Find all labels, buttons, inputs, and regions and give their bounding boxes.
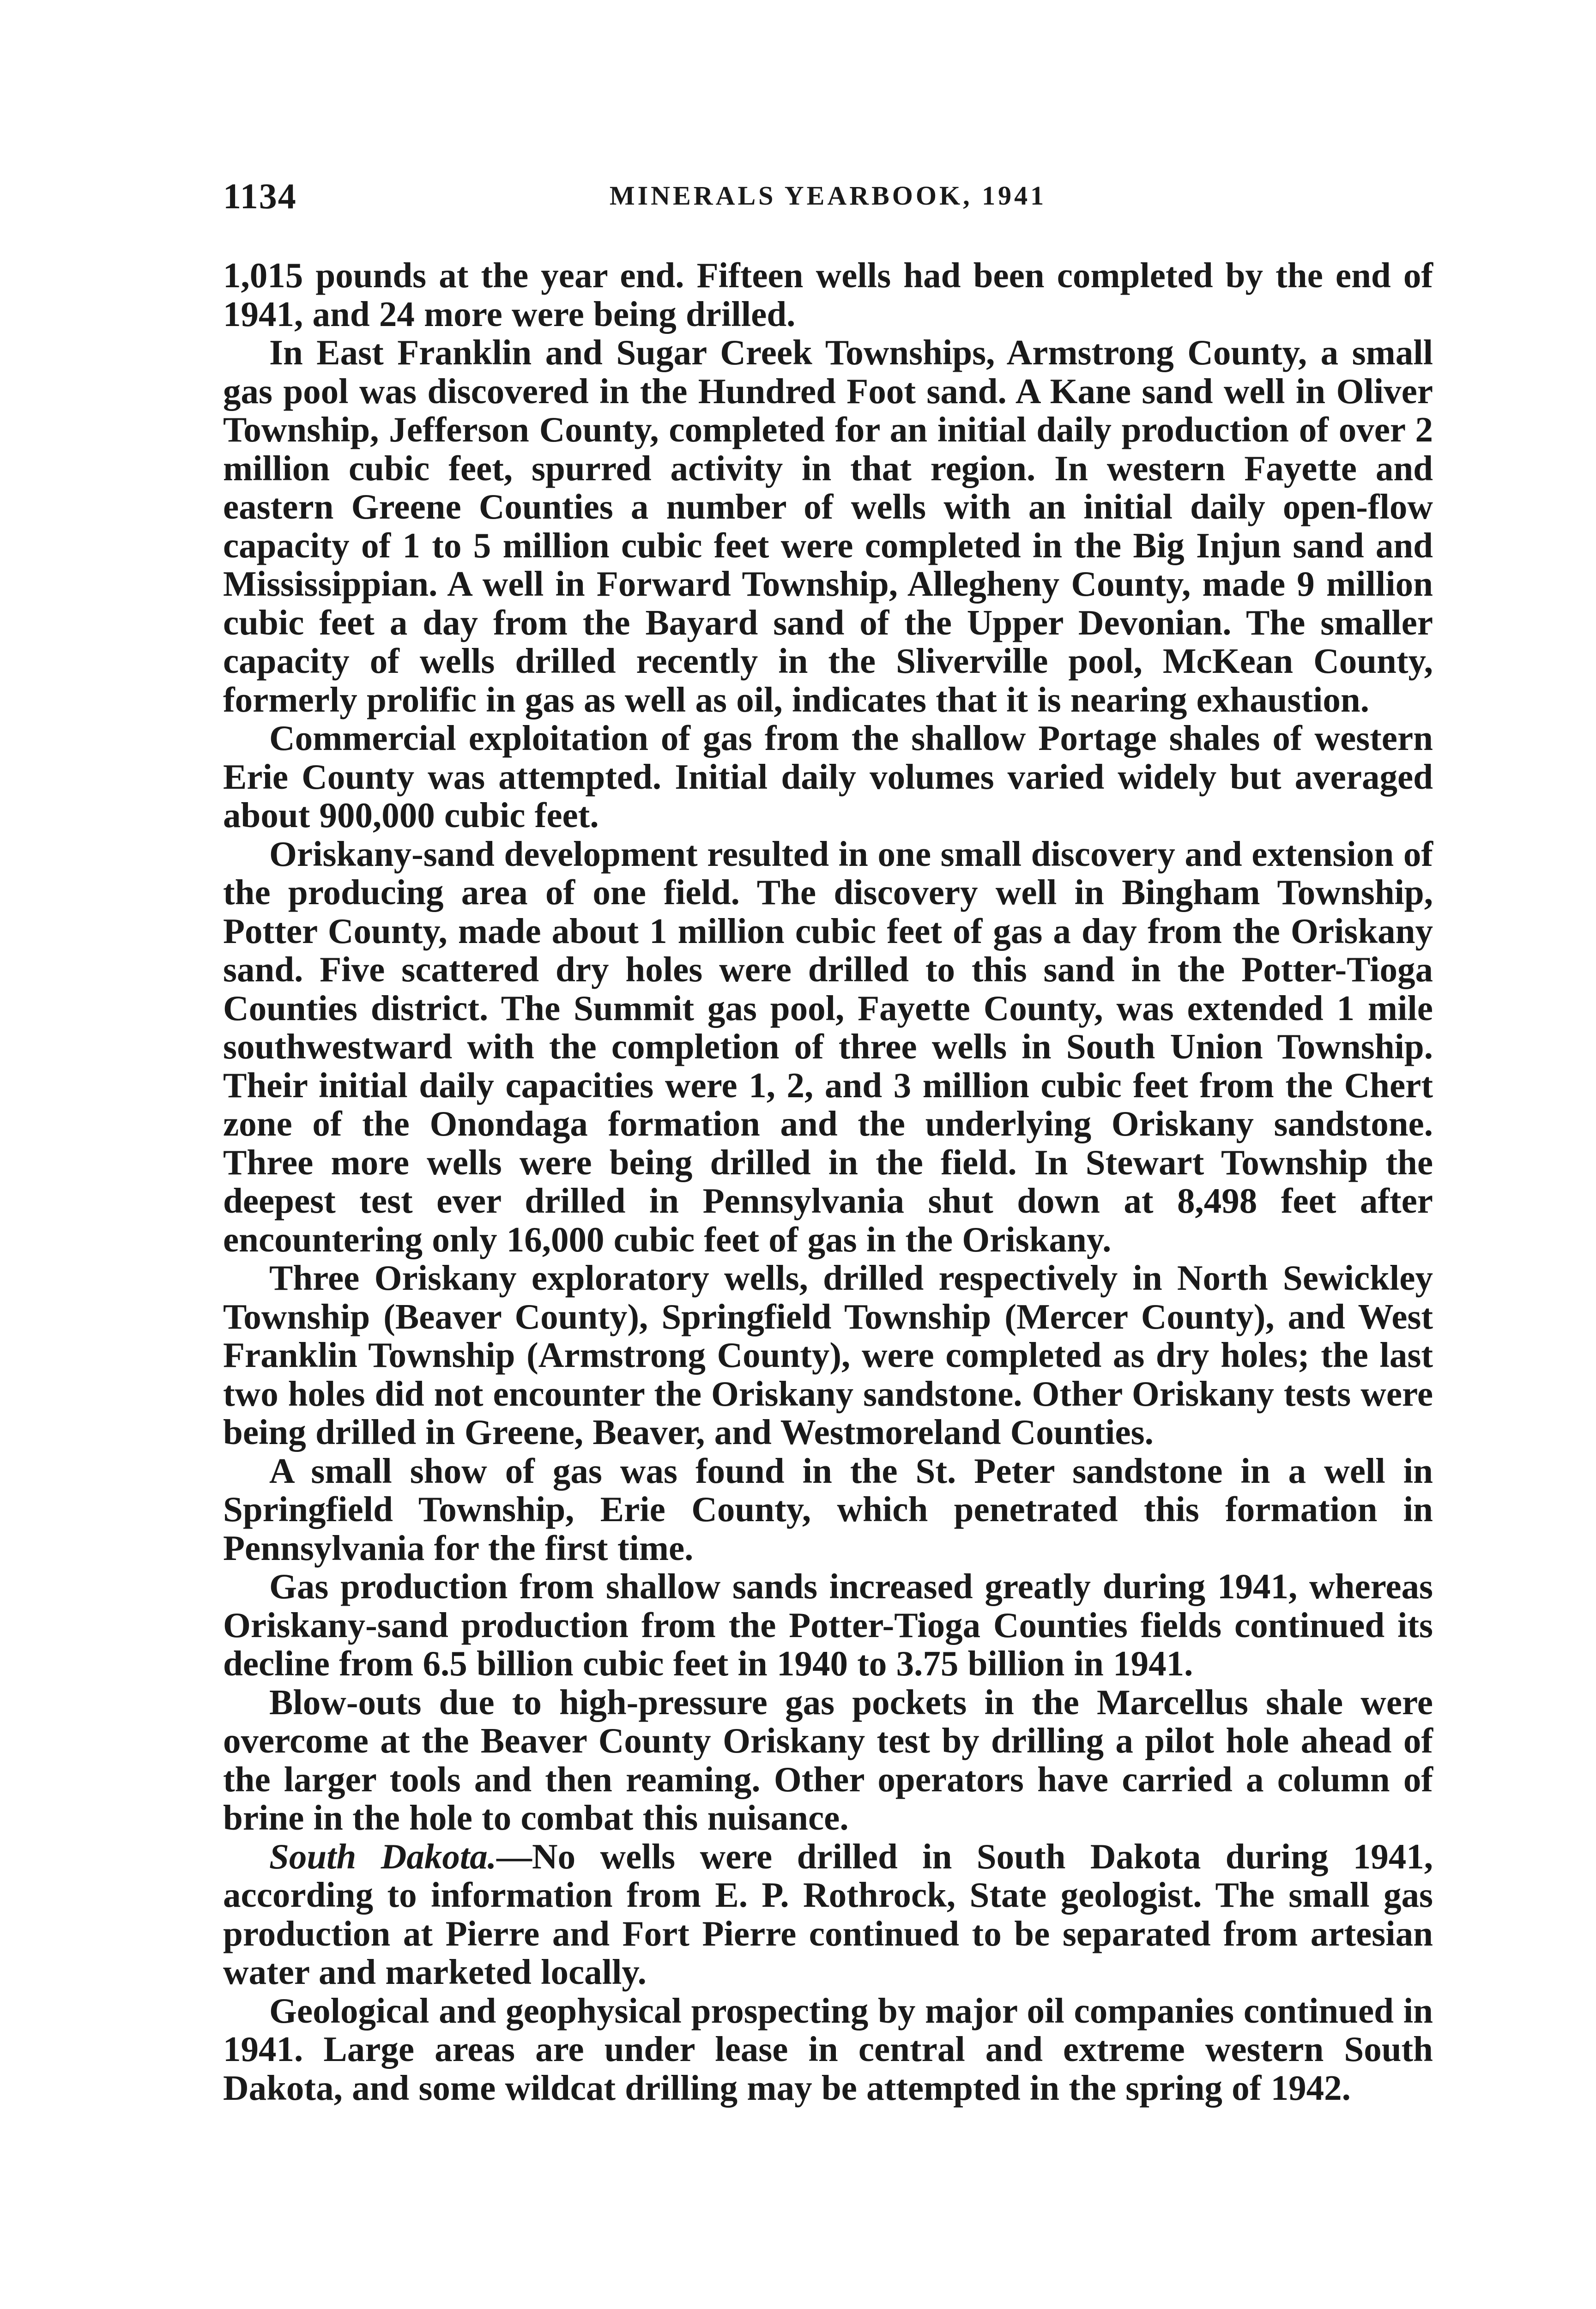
state-heading: South Dakota. <box>269 1836 497 1876</box>
paragraph: Gas production from shallow sands increased greatly during 1941, whereas Oriskany-sand production from the Potter-Tioga Counties fields continued its decline from 6.5 billion cubic feet in 1940 to 3.75 billion in 1941. <box>223 1566 1433 1683</box>
running-title: MINERALS YEARBOOK, 1941 <box>609 181 1047 211</box>
paragraph: In East Franklin and Sugar Creek Townships, Armstrong County, a small gas pool was discovered in the Hundred Foot sand. A Kane sand well in Oliver Township, Jefferson County, completed for an initial daily production of over 2 million cubic feet, spurred activity in that region. In western Fayette and eastern Greene Counties a number of wells with an initial daily open-flow capacity of 1 to 5 million cubic feet were completed in the Big Injun sand and Mississippian. A well in Forward Township, Allegheny County, made 9 million cubic feet a day from the Bayard sand of the Upper Devonian. The smaller capacity of wells drilled recently in the Sliverville pool, McKean County, formerly prolific in gas as well as oil, indicates that it is nearing exhaustion. <box>223 332 1433 719</box>
paragraph: Three Oriskany exploratory wells, drilled respectively in North Sewickley Township (Beaver County), Springfield Township (Mercer County), and West Franklin Township (Armstrong County), were completed as dry holes; the last two holes did not encounter the Oriskany sandstone. Other Oriskany tests were being drilled in Greene, Beaver, and Westmoreland Counties. <box>223 1258 1433 1452</box>
running-head <box>223 175 1433 231</box>
page-number: 1134 <box>223 176 297 216</box>
south-dakota-paragraph <box>223 1838 1433 1992</box>
paragraph: 1,015 pounds at the year end. Fifteen wells had been completed by the end of 1941, and 24 more were being drilled. <box>223 255 1433 334</box>
south-dakota-text: —No wells were drilled in South Dakota during 1941, according to information from E. P. Rothrock, State geologist. The small gas production at Pierre and Fort Pierre continued to be separated from artesian water and marketed locally. <box>223 1836 1433 1992</box>
paragraph: Blow-outs due to high-pressure gas pockets in the Marcellus shale were overcome at the Beaver County Oriskany test by drilling a pilot hole ahead of the larger tools and then reaming. Other operators have carried a column of brine in the hole to combat this nuisance. <box>223 1682 1433 1838</box>
paragraph: A small show of gas was found in the St. Peter sandstone in a well in Springfield Township, Erie County, which penetrated this formation in Pennsylvania for the first time. <box>223 1451 1433 1568</box>
body-text <box>223 256 1433 2107</box>
paragraph: Commercial exploitation of gas from the shallow Portage shales of western Erie County was attempted. Initial daily volumes varied widely but averaged about 900,000 cubic feet. <box>223 718 1433 835</box>
final-paragraph: Geological and geophysical prospecting by major oil companies continued in 1941. Large areas are under lease in central and extreme western South Dakota, and some wildcat drilling may be attempted in the spring of 1942. <box>223 1990 1433 2108</box>
paragraph: Oriskany-sand development resulted in one small discovery and extension of the producing area of one field. The discovery well in Bingham Township, Potter County, made about 1 million cubic feet of gas a day from the Oriskany sand. Five scattered dry holes were drilled to this sand in the Potter-Tioga Counties district. The Summit gas pool, Fayette County, was extended 1 mile southwestward with the completion of three wells in South Union Township. Their initial daily capacities were 1, 2, and 3 million cubic feet from the Chert zone of the Onondaga formation and the underlying Oriskany sandstone. Three more wells were being drilled in the field. In Stewart Township the deepest test ever drilled in Pennsylvania shut down at 8,498 feet after encountering only 16,000 cubic feet of gas in the Oriskany. <box>223 834 1433 1259</box>
